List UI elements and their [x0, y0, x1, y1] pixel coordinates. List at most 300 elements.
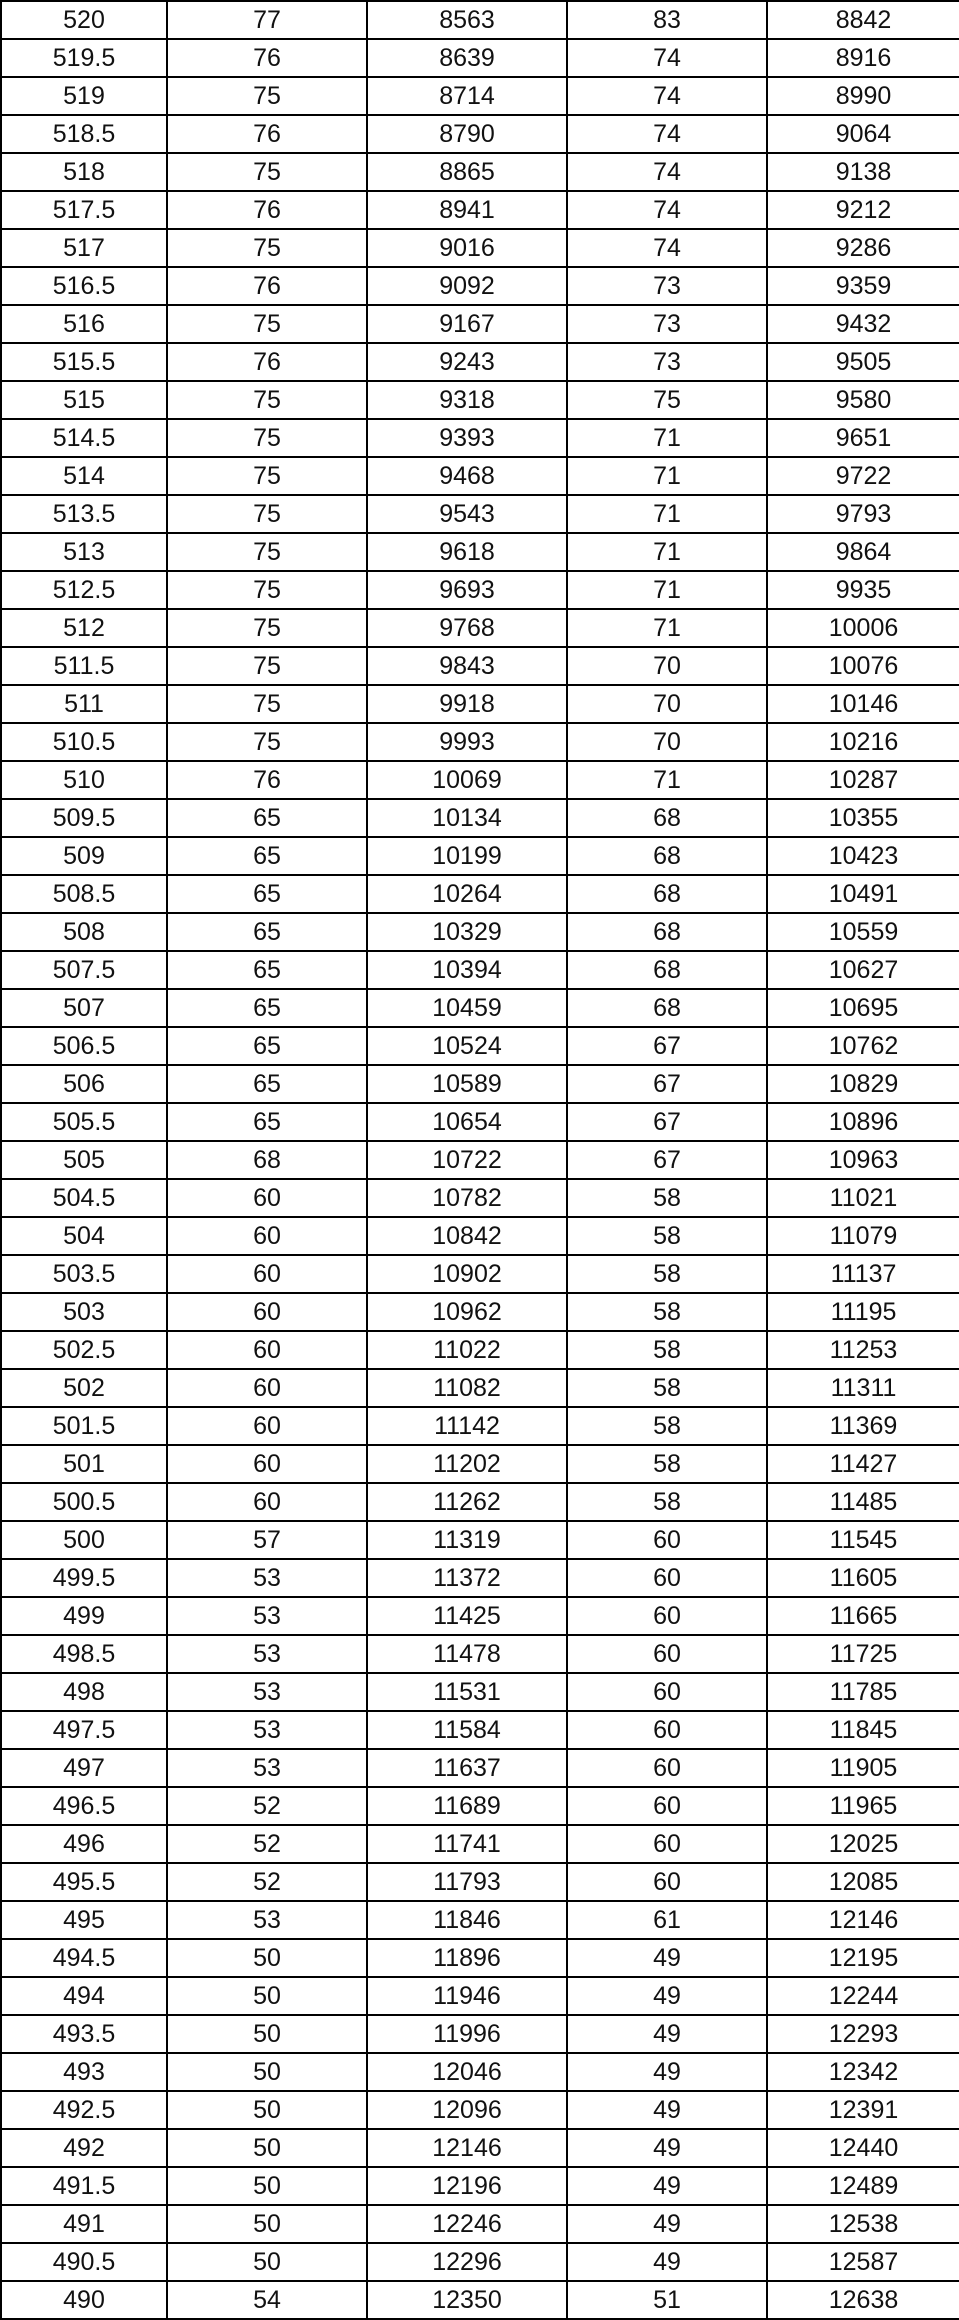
- cumulative-a-cell: 11478: [367, 1635, 567, 1673]
- count-a-cell: 75: [167, 723, 367, 761]
- table-row: [1, 1065, 959, 1103]
- cumulative-b-cell: 10963: [767, 1141, 959, 1179]
- score-cell: 493.5: [1, 2015, 167, 2053]
- score-cell: 490: [1, 2281, 167, 2319]
- cumulative-a-cell: 10199: [367, 837, 567, 875]
- count-a-cell: 75: [167, 457, 367, 495]
- count-a-cell: 75: [167, 533, 367, 571]
- cumulative-a-cell: 10902: [367, 1255, 567, 1293]
- count-b-cell: 58: [567, 1255, 767, 1293]
- count-a-cell: 50: [167, 2205, 367, 2243]
- score-cell: 504: [1, 1217, 167, 1255]
- cumulative-b-cell: 11369: [767, 1407, 959, 1445]
- cumulative-b-cell: 10146: [767, 685, 959, 723]
- count-b-cell: 71: [567, 761, 767, 799]
- table-row: [1, 1445, 959, 1483]
- table-row: [1, 2167, 959, 2205]
- cumulative-b-cell: 11845: [767, 1711, 959, 1749]
- cumulative-a-cell: 10589: [367, 1065, 567, 1103]
- count-b-cell: 58: [567, 1293, 767, 1331]
- cumulative-a-cell: 9318: [367, 381, 567, 419]
- cumulative-b-cell: 12085: [767, 1863, 959, 1901]
- table-row: [1, 723, 959, 761]
- score-cell: 510.5: [1, 723, 167, 761]
- cumulative-a-cell: 9918: [367, 685, 567, 723]
- count-b-cell: 60: [567, 1597, 767, 1635]
- table-row: [1, 191, 959, 229]
- cumulative-a-cell: 11846: [367, 1901, 567, 1939]
- score-cell: 494.5: [1, 1939, 167, 1977]
- cumulative-b-cell: 10006: [767, 609, 959, 647]
- cumulative-b-cell: 11195: [767, 1293, 959, 1331]
- cumulative-a-cell: 12296: [367, 2243, 567, 2281]
- cumulative-b-cell: 11427: [767, 1445, 959, 1483]
- cumulative-b-cell: 9651: [767, 419, 959, 457]
- cumulative-a-cell: 9243: [367, 343, 567, 381]
- score-cell: 496.5: [1, 1787, 167, 1825]
- score-cell: 499.5: [1, 1559, 167, 1597]
- count-a-cell: 53: [167, 1901, 367, 1939]
- score-cell: 492: [1, 2129, 167, 2167]
- table-row: [1, 1521, 959, 1559]
- score-cell: 500.5: [1, 1483, 167, 1521]
- count-b-cell: 49: [567, 2205, 767, 2243]
- count-b-cell: 49: [567, 1939, 767, 1977]
- cumulative-a-cell: 11372: [367, 1559, 567, 1597]
- table-row: [1, 913, 959, 951]
- cumulative-b-cell: 10695: [767, 989, 959, 1027]
- score-cell: 508: [1, 913, 167, 951]
- cumulative-a-cell: 11946: [367, 1977, 567, 2015]
- count-a-cell: 54: [167, 2281, 367, 2319]
- count-a-cell: 75: [167, 609, 367, 647]
- count-b-cell: 68: [567, 913, 767, 951]
- cumulative-a-cell: 8563: [367, 1, 567, 39]
- count-a-cell: 65: [167, 1065, 367, 1103]
- count-a-cell: 75: [167, 381, 367, 419]
- count-b-cell: 71: [567, 571, 767, 609]
- cumulative-a-cell: 8790: [367, 115, 567, 153]
- count-b-cell: 68: [567, 875, 767, 913]
- score-cell: 504.5: [1, 1179, 167, 1217]
- count-a-cell: 75: [167, 419, 367, 457]
- count-a-cell: 53: [167, 1673, 367, 1711]
- score-cell: 513.5: [1, 495, 167, 533]
- cumulative-b-cell: 9286: [767, 229, 959, 267]
- score-cell: 515.5: [1, 343, 167, 381]
- table-row: [1, 77, 959, 115]
- score-cell: 502.5: [1, 1331, 167, 1369]
- table-row: [1, 1673, 959, 1711]
- cumulative-b-cell: 12391: [767, 2091, 959, 2129]
- score-cell: 503: [1, 1293, 167, 1331]
- cumulative-b-cell: 10491: [767, 875, 959, 913]
- count-b-cell: 73: [567, 343, 767, 381]
- cumulative-a-cell: 11425: [367, 1597, 567, 1635]
- cumulative-a-cell: 11793: [367, 1863, 567, 1901]
- table-row: [1, 267, 959, 305]
- count-a-cell: 53: [167, 1711, 367, 1749]
- cumulative-a-cell: 9092: [367, 267, 567, 305]
- score-cell: 506: [1, 1065, 167, 1103]
- cumulative-a-cell: 10524: [367, 1027, 567, 1065]
- cumulative-b-cell: 11021: [767, 1179, 959, 1217]
- score-cell: 494: [1, 1977, 167, 2015]
- count-a-cell: 75: [167, 153, 367, 191]
- cumulative-b-cell: 8990: [767, 77, 959, 115]
- cumulative-a-cell: 11202: [367, 1445, 567, 1483]
- score-cell: 512.5: [1, 571, 167, 609]
- score-cell: 497.5: [1, 1711, 167, 1749]
- table-row: [1, 1559, 959, 1597]
- count-a-cell: 60: [167, 1369, 367, 1407]
- cumulative-b-cell: 9935: [767, 571, 959, 609]
- count-a-cell: 65: [167, 951, 367, 989]
- cumulative-b-cell: 9722: [767, 457, 959, 495]
- table-row: [1, 837, 959, 875]
- cumulative-b-cell: 11905: [767, 1749, 959, 1787]
- score-cell: 512: [1, 609, 167, 647]
- count-a-cell: 52: [167, 1863, 367, 1901]
- count-b-cell: 68: [567, 989, 767, 1027]
- score-cell: 501: [1, 1445, 167, 1483]
- table-row: [1, 2053, 959, 2091]
- score-cell: 491: [1, 2205, 167, 2243]
- table-row: [1, 571, 959, 609]
- count-b-cell: 74: [567, 115, 767, 153]
- cumulative-b-cell: 9864: [767, 533, 959, 571]
- cumulative-a-cell: 10069: [367, 761, 567, 799]
- count-b-cell: 68: [567, 799, 767, 837]
- count-a-cell: 76: [167, 115, 367, 153]
- table-row: [1, 457, 959, 495]
- table-row: [1, 609, 959, 647]
- count-b-cell: 74: [567, 191, 767, 229]
- cumulative-b-cell: 11311: [767, 1369, 959, 1407]
- score-cell: 514.5: [1, 419, 167, 457]
- table-row: [1, 875, 959, 913]
- count-a-cell: 60: [167, 1179, 367, 1217]
- table-row: [1, 1331, 959, 1369]
- cumulative-a-cell: 12146: [367, 2129, 567, 2167]
- table-body: [1, 1, 959, 2319]
- score-cell: 517: [1, 229, 167, 267]
- cumulative-b-cell: 9212: [767, 191, 959, 229]
- cumulative-a-cell: 10264: [367, 875, 567, 913]
- count-b-cell: 49: [567, 1977, 767, 2015]
- table-row: [1, 533, 959, 571]
- table-row: [1, 1217, 959, 1255]
- count-a-cell: 75: [167, 647, 367, 685]
- count-a-cell: 50: [167, 1977, 367, 2015]
- cumulative-a-cell: 9618: [367, 533, 567, 571]
- count-a-cell: 53: [167, 1635, 367, 1673]
- count-b-cell: 68: [567, 951, 767, 989]
- count-a-cell: 65: [167, 989, 367, 1027]
- table-row: [1, 2281, 959, 2319]
- table-row: [1, 1, 959, 39]
- cumulative-a-cell: 9543: [367, 495, 567, 533]
- cumulative-a-cell: 12246: [367, 2205, 567, 2243]
- table-row: [1, 343, 959, 381]
- count-b-cell: 60: [567, 1711, 767, 1749]
- score-cell: 518.5: [1, 115, 167, 153]
- count-b-cell: 49: [567, 2091, 767, 2129]
- count-a-cell: 53: [167, 1749, 367, 1787]
- score-cell: 505.5: [1, 1103, 167, 1141]
- cumulative-b-cell: 10559: [767, 913, 959, 951]
- score-cell: 501.5: [1, 1407, 167, 1445]
- count-b-cell: 58: [567, 1179, 767, 1217]
- cumulative-b-cell: 12342: [767, 2053, 959, 2091]
- table-row: [1, 115, 959, 153]
- score-cell: 511.5: [1, 647, 167, 685]
- table-row: [1, 1597, 959, 1635]
- score-cell: 511: [1, 685, 167, 723]
- count-b-cell: 67: [567, 1141, 767, 1179]
- cumulative-a-cell: 11996: [367, 2015, 567, 2053]
- table-row: [1, 153, 959, 191]
- count-a-cell: 50: [167, 2129, 367, 2167]
- count-b-cell: 60: [567, 1635, 767, 1673]
- table-row: [1, 1749, 959, 1787]
- count-b-cell: 71: [567, 495, 767, 533]
- count-b-cell: 75: [567, 381, 767, 419]
- table-row: [1, 1255, 959, 1293]
- count-b-cell: 60: [567, 1863, 767, 1901]
- score-cell: 498: [1, 1673, 167, 1711]
- score-cell: 516: [1, 305, 167, 343]
- score-cell: 502: [1, 1369, 167, 1407]
- table-row: [1, 1483, 959, 1521]
- cumulative-a-cell: 11082: [367, 1369, 567, 1407]
- count-a-cell: 65: [167, 913, 367, 951]
- cumulative-a-cell: 9016: [367, 229, 567, 267]
- cumulative-b-cell: 12538: [767, 2205, 959, 2243]
- count-b-cell: 67: [567, 1103, 767, 1141]
- cumulative-a-cell: 10459: [367, 989, 567, 1027]
- count-a-cell: 50: [167, 2091, 367, 2129]
- cumulative-a-cell: 9468: [367, 457, 567, 495]
- score-cell: 517.5: [1, 191, 167, 229]
- table-row: [1, 2015, 959, 2053]
- count-a-cell: 52: [167, 1825, 367, 1863]
- cumulative-a-cell: 8639: [367, 39, 567, 77]
- count-b-cell: 58: [567, 1483, 767, 1521]
- cumulative-b-cell: 12489: [767, 2167, 959, 2205]
- count-b-cell: 60: [567, 1749, 767, 1787]
- cumulative-a-cell: 8714: [367, 77, 567, 115]
- table-row: [1, 1977, 959, 2015]
- count-b-cell: 70: [567, 723, 767, 761]
- score-cell: 518: [1, 153, 167, 191]
- count-a-cell: 75: [167, 77, 367, 115]
- count-b-cell: 71: [567, 457, 767, 495]
- count-a-cell: 53: [167, 1559, 367, 1597]
- score-cell: 498.5: [1, 1635, 167, 1673]
- table-row: [1, 1863, 959, 1901]
- count-b-cell: 58: [567, 1331, 767, 1369]
- cumulative-b-cell: 9138: [767, 153, 959, 191]
- count-a-cell: 60: [167, 1255, 367, 1293]
- count-a-cell: 68: [167, 1141, 367, 1179]
- count-a-cell: 76: [167, 343, 367, 381]
- count-a-cell: 75: [167, 685, 367, 723]
- table-row: [1, 1711, 959, 1749]
- count-b-cell: 74: [567, 229, 767, 267]
- cumulative-b-cell: 12638: [767, 2281, 959, 2319]
- count-a-cell: 76: [167, 761, 367, 799]
- count-a-cell: 65: [167, 1103, 367, 1141]
- count-a-cell: 75: [167, 305, 367, 343]
- cumulative-b-cell: 9580: [767, 381, 959, 419]
- score-cell: 507: [1, 989, 167, 1027]
- count-a-cell: 76: [167, 267, 367, 305]
- cumulative-b-cell: 8842: [767, 1, 959, 39]
- cumulative-b-cell: 9432: [767, 305, 959, 343]
- count-b-cell: 60: [567, 1825, 767, 1863]
- cumulative-b-cell: 12440: [767, 2129, 959, 2167]
- count-b-cell: 70: [567, 685, 767, 723]
- count-b-cell: 49: [567, 2015, 767, 2053]
- score-cell: 509: [1, 837, 167, 875]
- score-cell: 500: [1, 1521, 167, 1559]
- table-row: [1, 1027, 959, 1065]
- cumulative-b-cell: 12146: [767, 1901, 959, 1939]
- cumulative-a-cell: 12046: [367, 2053, 567, 2091]
- count-a-cell: 50: [167, 2053, 367, 2091]
- score-cell: 508.5: [1, 875, 167, 913]
- cumulative-a-cell: 12196: [367, 2167, 567, 2205]
- cumulative-a-cell: 10962: [367, 1293, 567, 1331]
- count-a-cell: 77: [167, 1, 367, 39]
- cumulative-b-cell: 9793: [767, 495, 959, 533]
- cumulative-b-cell: 12244: [767, 1977, 959, 2015]
- score-cell: 520: [1, 1, 167, 39]
- count-a-cell: 60: [167, 1217, 367, 1255]
- count-b-cell: 58: [567, 1369, 767, 1407]
- score-cell: 499: [1, 1597, 167, 1635]
- count-b-cell: 74: [567, 77, 767, 115]
- cumulative-a-cell: 10782: [367, 1179, 567, 1217]
- table-row: [1, 951, 959, 989]
- score-cell: 490.5: [1, 2243, 167, 2281]
- score-cell: 493: [1, 2053, 167, 2091]
- cumulative-a-cell: 8941: [367, 191, 567, 229]
- count-b-cell: 74: [567, 153, 767, 191]
- table-row: [1, 2205, 959, 2243]
- count-b-cell: 58: [567, 1217, 767, 1255]
- count-a-cell: 50: [167, 2243, 367, 2281]
- score-cell: 507.5: [1, 951, 167, 989]
- cumulative-a-cell: 11319: [367, 1521, 567, 1559]
- table-row: [1, 799, 959, 837]
- count-a-cell: 60: [167, 1293, 367, 1331]
- cumulative-b-cell: 8916: [767, 39, 959, 77]
- cumulative-b-cell: 9359: [767, 267, 959, 305]
- count-b-cell: 49: [567, 2167, 767, 2205]
- cumulative-b-cell: 10627: [767, 951, 959, 989]
- score-cell: 516.5: [1, 267, 167, 305]
- score-cell: 519.5: [1, 39, 167, 77]
- cumulative-a-cell: 12096: [367, 2091, 567, 2129]
- table-row: [1, 2129, 959, 2167]
- cumulative-b-cell: 11545: [767, 1521, 959, 1559]
- count-a-cell: 60: [167, 1331, 367, 1369]
- table-row: [1, 381, 959, 419]
- count-b-cell: 61: [567, 1901, 767, 1939]
- count-a-cell: 65: [167, 875, 367, 913]
- count-b-cell: 73: [567, 305, 767, 343]
- score-cell: 497: [1, 1749, 167, 1787]
- count-b-cell: 71: [567, 609, 767, 647]
- cumulative-b-cell: 10829: [767, 1065, 959, 1103]
- count-b-cell: 83: [567, 1, 767, 39]
- cumulative-a-cell: 9843: [367, 647, 567, 685]
- cumulative-b-cell: 11785: [767, 1673, 959, 1711]
- count-b-cell: 70: [567, 647, 767, 685]
- score-cell: 496: [1, 1825, 167, 1863]
- count-a-cell: 75: [167, 571, 367, 609]
- table-row: [1, 2091, 959, 2129]
- cumulative-a-cell: 11142: [367, 1407, 567, 1445]
- count-b-cell: 60: [567, 1559, 767, 1597]
- cumulative-a-cell: 8865: [367, 153, 567, 191]
- count-a-cell: 50: [167, 2167, 367, 2205]
- count-b-cell: 60: [567, 1787, 767, 1825]
- cumulative-b-cell: 11137: [767, 1255, 959, 1293]
- cumulative-a-cell: 11741: [367, 1825, 567, 1863]
- cumulative-b-cell: 12293: [767, 2015, 959, 2053]
- table-row: [1, 229, 959, 267]
- cumulative-a-cell: 10722: [367, 1141, 567, 1179]
- score-cell: 505: [1, 1141, 167, 1179]
- count-a-cell: 60: [167, 1407, 367, 1445]
- cumulative-a-cell: 9693: [367, 571, 567, 609]
- count-a-cell: 60: [167, 1445, 367, 1483]
- cumulative-b-cell: 10076: [767, 647, 959, 685]
- cumulative-b-cell: 10287: [767, 761, 959, 799]
- table-row: [1, 1825, 959, 1863]
- count-a-cell: 76: [167, 191, 367, 229]
- count-a-cell: 76: [167, 39, 367, 77]
- cumulative-b-cell: 10216: [767, 723, 959, 761]
- table-row: [1, 1369, 959, 1407]
- table-row: [1, 1635, 959, 1673]
- count-b-cell: 49: [567, 2053, 767, 2091]
- count-a-cell: 53: [167, 1597, 367, 1635]
- table-row: [1, 647, 959, 685]
- score-cell: 514: [1, 457, 167, 495]
- cumulative-a-cell: 9768: [367, 609, 567, 647]
- score-cell: 515: [1, 381, 167, 419]
- table-row: [1, 1103, 959, 1141]
- count-a-cell: 60: [167, 1483, 367, 1521]
- count-a-cell: 65: [167, 1027, 367, 1065]
- count-a-cell: 75: [167, 495, 367, 533]
- cumulative-b-cell: 10355: [767, 799, 959, 837]
- table-row: [1, 39, 959, 77]
- score-cell: 492.5: [1, 2091, 167, 2129]
- table-row: [1, 305, 959, 343]
- score-cell: 506.5: [1, 1027, 167, 1065]
- score-cell: 519: [1, 77, 167, 115]
- table-row: [1, 2243, 959, 2281]
- table-row: [1, 1939, 959, 1977]
- count-a-cell: 57: [167, 1521, 367, 1559]
- cumulative-b-cell: 11965: [767, 1787, 959, 1825]
- cumulative-b-cell: 11725: [767, 1635, 959, 1673]
